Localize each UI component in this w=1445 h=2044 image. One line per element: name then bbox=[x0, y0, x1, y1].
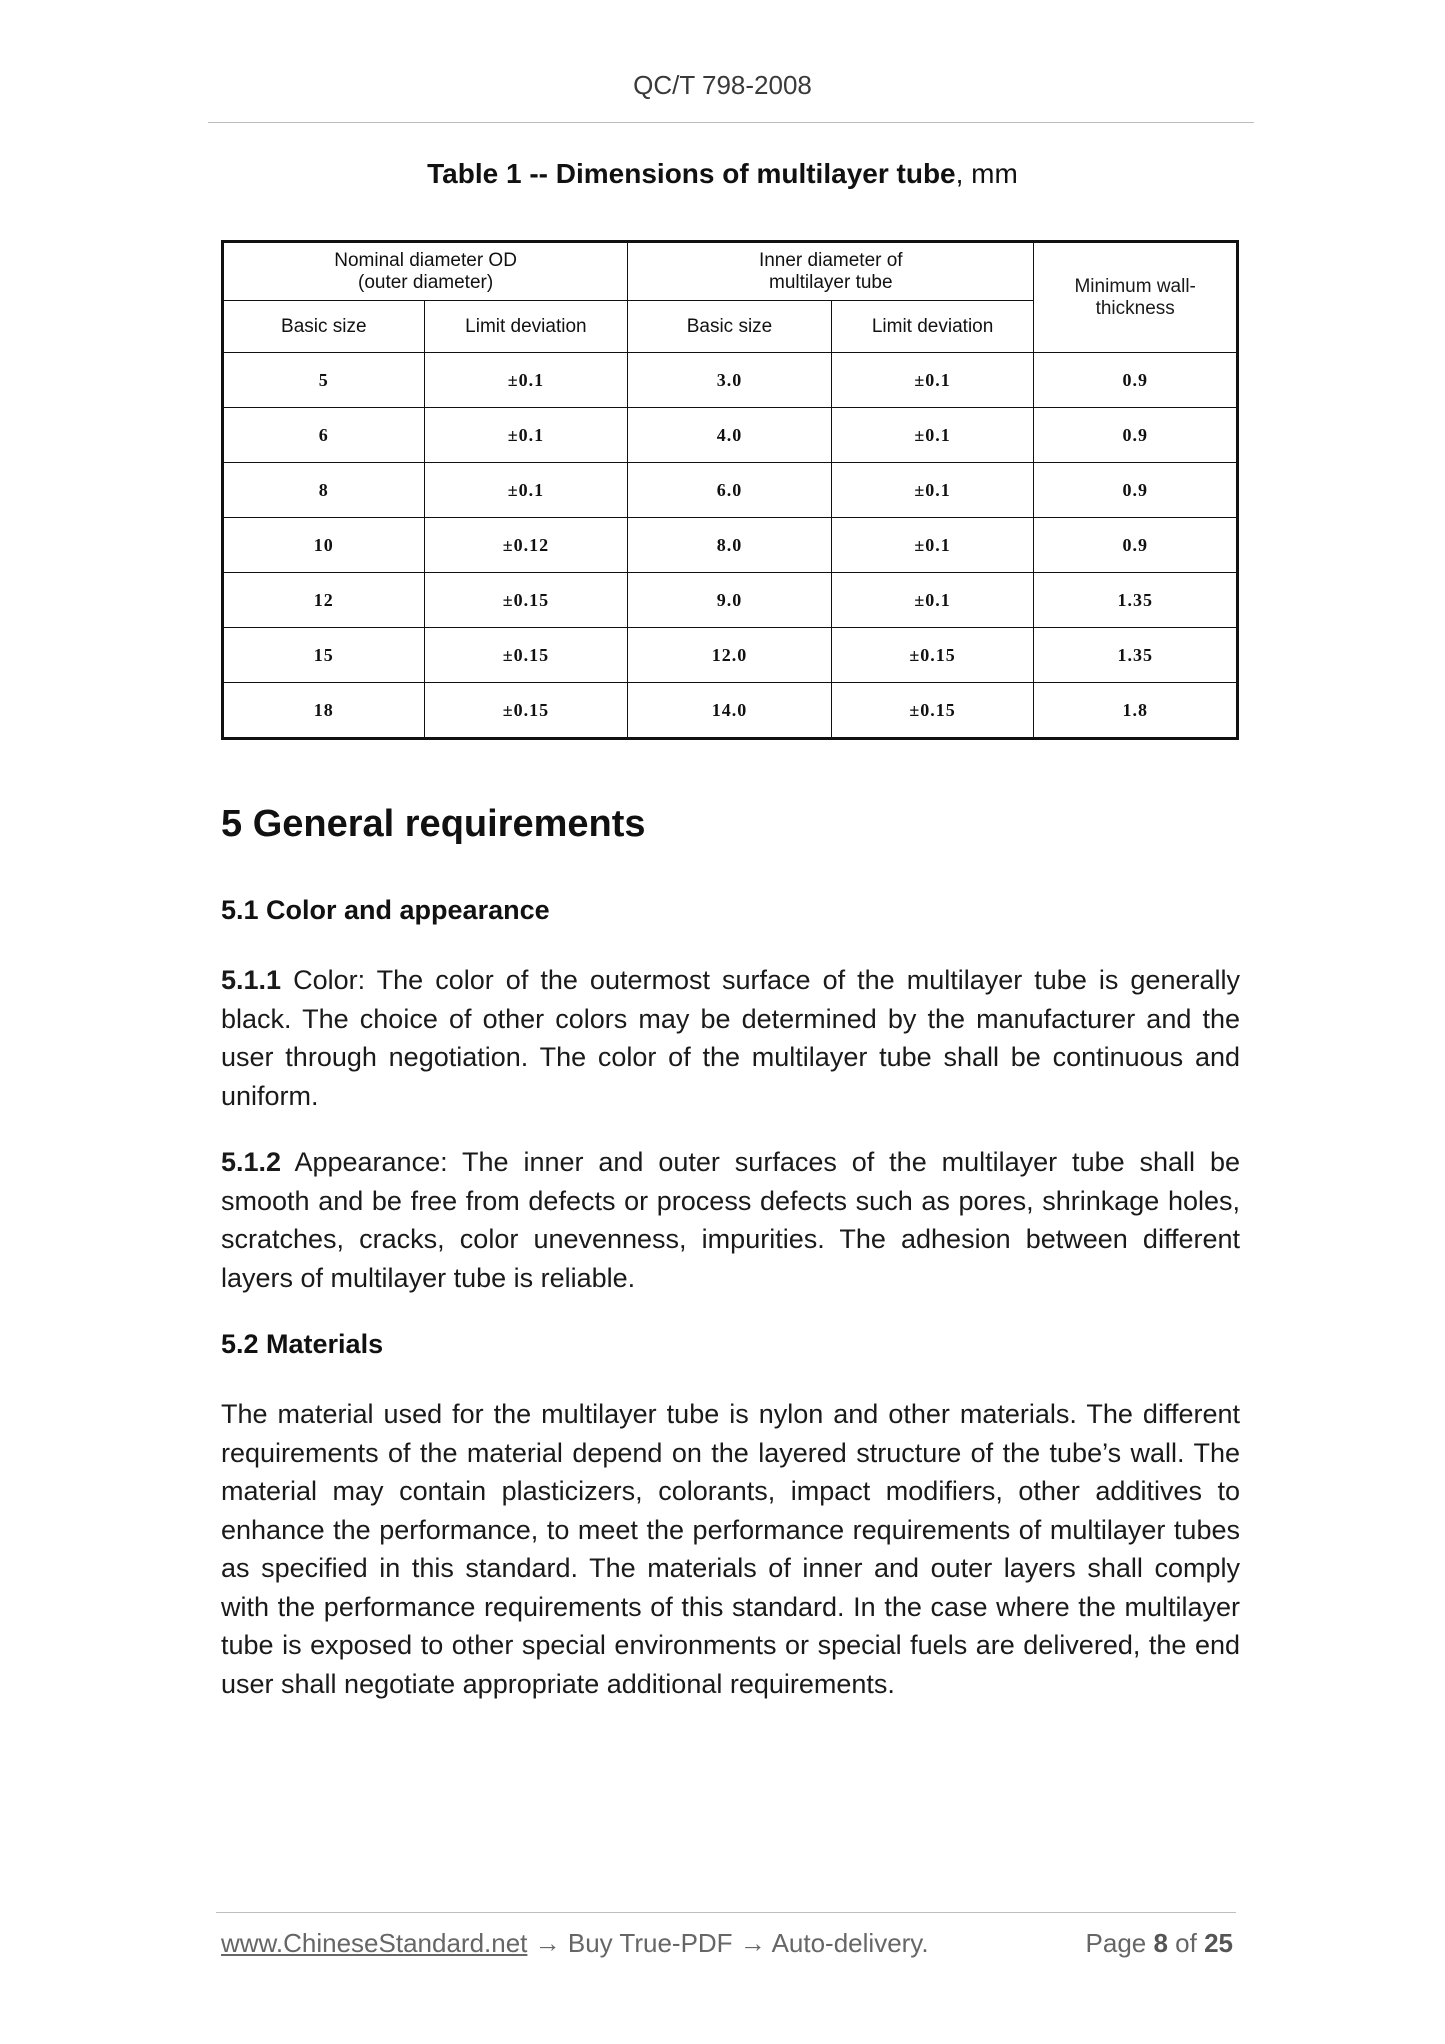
cell-id-basic: 6.0 bbox=[628, 463, 832, 518]
cell-od-deviation: ±0.15 bbox=[424, 683, 628, 739]
cell-id-basic: 3.0 bbox=[628, 353, 832, 408]
header-inner-line1: Inner diameter of bbox=[758, 249, 903, 271]
header-inner-diameter bbox=[628, 242, 1034, 301]
page-total: 25 bbox=[1204, 1928, 1233, 1958]
cell-min-wall: 1.35 bbox=[1034, 628, 1238, 683]
cell-od-deviation: ±0.15 bbox=[424, 628, 628, 683]
footer bbox=[221, 1928, 1233, 1959]
cell-od-basic: 18 bbox=[223, 683, 425, 739]
paragraph-5-1-2-text: Appearance: The inner and outer surfaces of the multilayer tube shall be smooth and be free from defects or process defects such as pores, shrinkage holes, scratches, cracks, color unevenness, impurities. The adhesion between different layers of multilayer tube is reliable. bbox=[221, 1147, 1240, 1293]
footer-tagline: → Buy True-PDF → Auto-delivery. bbox=[527, 1928, 929, 1958]
paragraph-5-1-1 bbox=[221, 961, 1240, 1115]
cell-min-wall: 0.9 bbox=[1034, 408, 1238, 463]
paragraph-5-2: The material used for the multilayer tube is nylon and other materials. The different requirements of the material depend on the layered structure of the tube’s wall. The material may contain plasticizers, colorants, impact modifiers, other additives to enhance the performance, to meet the performance requirements of multilayer tubes as specified in this standard. The materials of inner and outer layers shall comply with the performance requirements of this standard. In the case where the multilayer tube is exposed to other special environments or special fuels are delivered, the end user shall negotiate appropriate additional requirements. bbox=[221, 1399, 1240, 1699]
cell-min-wall: 1.35 bbox=[1034, 573, 1238, 628]
section-5-2-heading: 5.2 Materials bbox=[221, 1329, 384, 1359]
cell-od-basic: 8 bbox=[223, 463, 425, 518]
cell-od-basic: 15 bbox=[223, 628, 425, 683]
page-indicator bbox=[1086, 1928, 1233, 1959]
cell-min-wall: 0.9 bbox=[1034, 518, 1238, 573]
cell-id-basic: 12.0 bbox=[628, 628, 832, 683]
cell-id-basic: 14.0 bbox=[628, 683, 832, 739]
header-divider bbox=[208, 122, 1254, 123]
cell-id-deviation: ±0.15 bbox=[831, 628, 1034, 683]
cell-id-basic: 9.0 bbox=[628, 573, 832, 628]
header-inner-line2: multilayer tube bbox=[769, 271, 893, 293]
table-row bbox=[223, 353, 1238, 408]
cell-id-deviation: ±0.15 bbox=[831, 683, 1034, 739]
table-title bbox=[0, 158, 1445, 190]
header-nominal-diameter bbox=[223, 242, 628, 301]
page-label: Page bbox=[1085, 1928, 1154, 1958]
clause-number-5-1-2: 5.1.2 bbox=[221, 1147, 282, 1177]
cell-od-deviation: ±0.12 bbox=[424, 518, 628, 573]
header-standard-code: QC/T 798-2008 bbox=[633, 70, 812, 100]
section-5-1-heading: 5.1 Color and appearance bbox=[221, 895, 550, 925]
cell-id-basic: 8.0 bbox=[628, 518, 832, 573]
cell-min-wall: 0.9 bbox=[1034, 463, 1238, 518]
header-nominal-line2: (outer diameter) bbox=[358, 271, 494, 293]
cell-min-wall: 1.8 bbox=[1034, 683, 1238, 739]
header-od-limit-deviation: Limit deviation bbox=[424, 301, 628, 353]
paragraph-5-1-1-text: Color: The color of the outermost surface of the multilayer tube is generally black. The choice of other colors may be determined by the manufacturer and the user through negotiation. The color of the multilayer tube shall be continuous and uniform. bbox=[221, 965, 1240, 1111]
header-min-wall-thickness bbox=[1034, 242, 1238, 353]
cell-od-deviation: ±0.1 bbox=[424, 463, 628, 518]
table-row bbox=[223, 683, 1238, 739]
section-5-heading: 5 General requirements bbox=[221, 803, 646, 845]
cell-od-deviation: ±0.15 bbox=[424, 573, 628, 628]
table-row bbox=[223, 518, 1238, 573]
cell-od-deviation: ±0.1 bbox=[424, 408, 628, 463]
paragraph-5-1-2 bbox=[221, 1143, 1240, 1297]
header-id-limit-deviation: Limit deviation bbox=[831, 301, 1034, 353]
cell-id-deviation: ±0.1 bbox=[831, 573, 1034, 628]
table-title-text: Table 1 -- Dimensions of multilayer tube bbox=[427, 158, 956, 189]
cell-od-basic: 10 bbox=[223, 518, 425, 573]
table-row bbox=[223, 573, 1238, 628]
cell-od-basic: 12 bbox=[223, 573, 425, 628]
cell-min-wall: 0.9 bbox=[1034, 353, 1238, 408]
header-id-basic-size: Basic size bbox=[628, 301, 832, 353]
page-number: 8 bbox=[1153, 1928, 1168, 1958]
header-min-line2: thickness bbox=[1095, 297, 1175, 319]
of-label: of bbox=[1167, 1928, 1205, 1958]
cell-id-deviation: ±0.1 bbox=[831, 408, 1034, 463]
cell-od-basic: 5 bbox=[223, 353, 425, 408]
cell-od-basic: 6 bbox=[223, 408, 425, 463]
table-title-unit: , mm bbox=[955, 158, 1018, 189]
header-nominal-line1: Nominal diameter OD bbox=[334, 249, 517, 271]
dimensions-table bbox=[221, 240, 1239, 740]
website-link[interactable]: www.ChineseStandard.net bbox=[221, 1928, 528, 1958]
table-row bbox=[223, 408, 1238, 463]
table-row bbox=[223, 628, 1238, 683]
footer-divider bbox=[216, 1912, 1236, 1913]
cell-id-deviation: ±0.1 bbox=[831, 518, 1034, 573]
table-row bbox=[223, 463, 1238, 518]
cell-id-basic: 4.0 bbox=[628, 408, 832, 463]
cell-id-deviation: ±0.1 bbox=[831, 463, 1034, 518]
clause-number-5-1-1: 5.1.1 bbox=[221, 965, 282, 995]
header-od-basic-size: Basic size bbox=[223, 301, 425, 353]
header-min-line1: Minimum wall- bbox=[1074, 275, 1196, 297]
cell-od-deviation: ±0.1 bbox=[424, 353, 628, 408]
cell-id-deviation: ±0.1 bbox=[831, 353, 1034, 408]
